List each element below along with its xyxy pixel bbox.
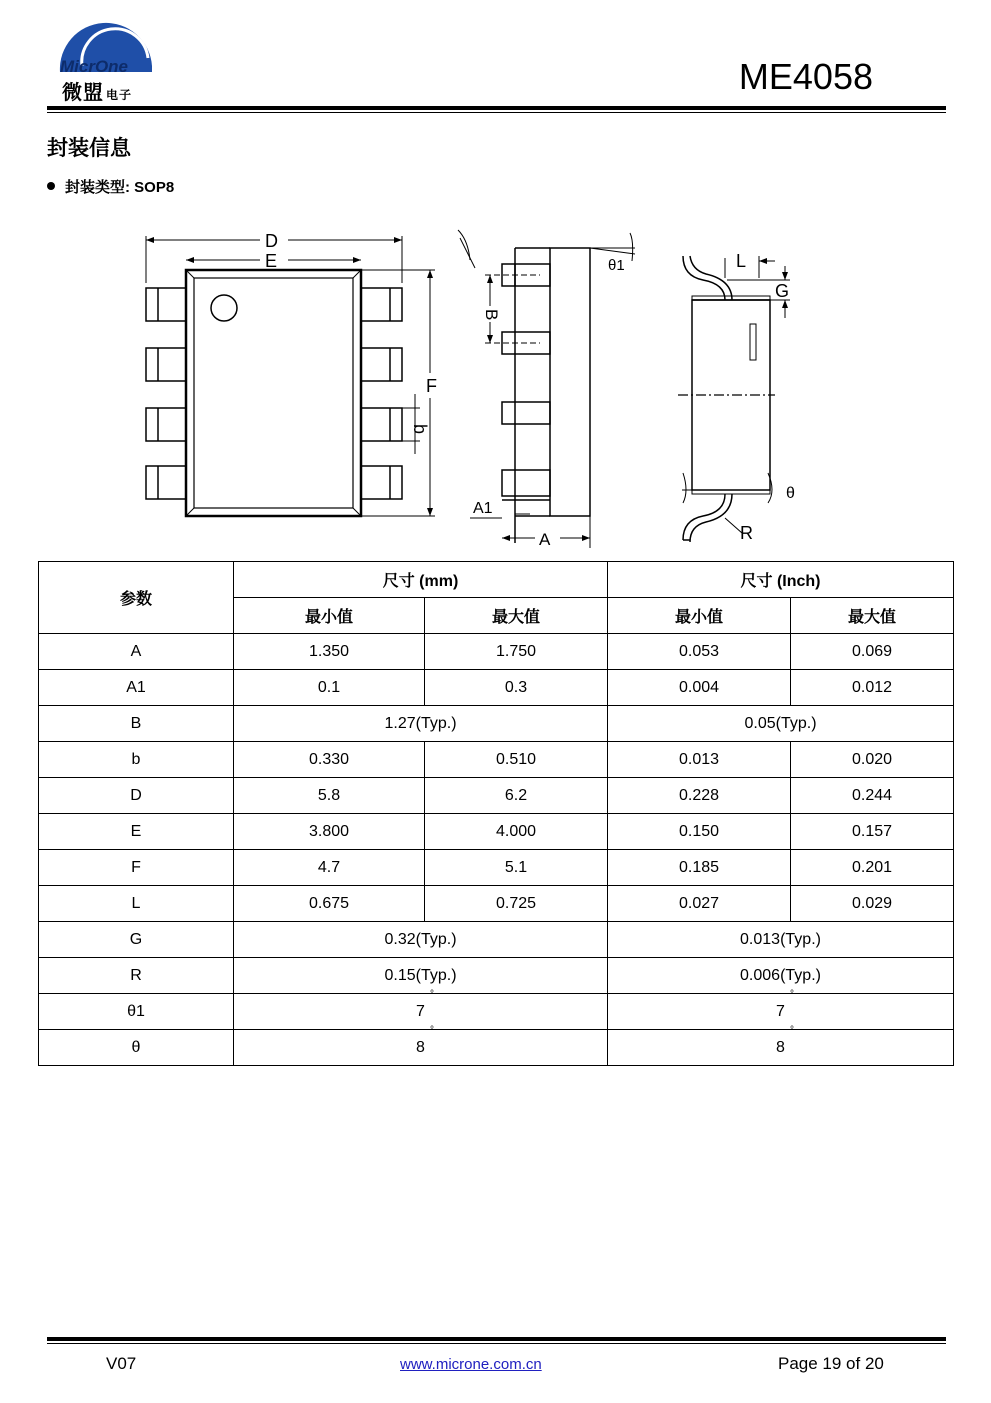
package-drawing <box>130 218 830 553</box>
label-E: E <box>265 251 278 271</box>
label-G: G <box>775 281 790 301</box>
inch-min-cell: 0.027 <box>608 886 791 922</box>
mm-min-cell: 5.8 <box>234 778 425 814</box>
footer-rule <box>47 1337 946 1341</box>
table-row <box>39 958 954 994</box>
mm-min-cell: 1.350 <box>234 634 425 670</box>
label-theta1: θ1 <box>608 257 625 274</box>
mm-max-cell: 0.725 <box>425 886 608 922</box>
bullet-icon <box>47 182 55 190</box>
inch-header: 尺寸 (Inch) <box>608 562 954 598</box>
table-row <box>39 994 954 1030</box>
inch-max-cell: 0.201 <box>791 850 954 886</box>
table-row <box>39 1030 954 1066</box>
inch-min-cell: 0.004 <box>608 670 791 706</box>
mm-max-cell: 5.1 <box>425 850 608 886</box>
table-row <box>39 778 954 814</box>
mm-header: 尺寸 (mm) <box>234 562 608 598</box>
label-A: A <box>539 530 551 549</box>
param-cell: b <box>39 742 234 778</box>
param-cell: G <box>39 922 234 958</box>
document-title: ME4058 <box>738 56 873 97</box>
header-rule <box>47 106 946 110</box>
mm-typ-cell: 1.27(Typ.) <box>234 706 608 742</box>
mm-max-cell: 6.2 <box>425 778 608 814</box>
mm-typ-cell: 7 ° <box>234 994 608 1030</box>
param-cell: D <box>39 778 234 814</box>
inch-max-cell: 0.020 <box>791 742 954 778</box>
inch-min-header: 最小值 <box>608 598 791 634</box>
mm-max-cell: 1.750 <box>425 634 608 670</box>
param-cell: θ <box>39 1030 234 1066</box>
table-row <box>39 814 954 850</box>
mm-min-cell: 3.800 <box>234 814 425 850</box>
label-A1: A1 <box>473 500 493 517</box>
table-row <box>39 850 954 886</box>
label-L: L <box>736 251 747 271</box>
param-cell: A1 <box>39 670 234 706</box>
label-b: b <box>410 424 430 435</box>
inch-max-cell: 0.029 <box>791 886 954 922</box>
inch-min-cell: 0.013 <box>608 742 791 778</box>
inch-max-cell: 0.157 <box>791 814 954 850</box>
inch-min-cell: 0.185 <box>608 850 791 886</box>
table-row <box>39 922 954 958</box>
section-title: 封装信息 <box>47 137 131 160</box>
version-label: V07 <box>106 1354 137 1373</box>
side-view <box>458 230 635 549</box>
header-rule-thin <box>47 112 946 113</box>
mm-typ-cell: 8 ° <box>234 1030 608 1066</box>
mm-min-cell: 0.330 <box>234 742 425 778</box>
param-header: 参数 <box>39 562 234 634</box>
mm-min-cell: 4.7 <box>234 850 425 886</box>
mm-max-cell: 4.000 <box>425 814 608 850</box>
logo-text: MicrOne <box>60 57 129 76</box>
website-link[interactable]: www.microne.com.cn <box>400 1356 542 1373</box>
logo-chinese: 微盟 电子 <box>62 82 133 104</box>
inch-min-cell: 0.150 <box>608 814 791 850</box>
table-row <box>39 742 954 778</box>
param-cell: A <box>39 634 234 670</box>
page-number: Page 19 of 20 <box>778 1354 884 1373</box>
mm-max-header: 最大值 <box>425 598 608 634</box>
inch-max-cell: 0.069 <box>791 634 954 670</box>
label-R: R <box>740 523 753 543</box>
table-header-row <box>39 562 954 598</box>
inch-max-cell: 0.244 <box>791 778 954 814</box>
mm-min-header: 最小值 <box>234 598 425 634</box>
param-cell: R <box>39 958 234 994</box>
inch-max-header: 最大值 <box>791 598 954 634</box>
package-type-item: 封装类型: SOP8 <box>47 176 174 197</box>
param-cell: F <box>39 850 234 886</box>
mm-typ-cell: 0.15(Typ.) <box>234 958 608 994</box>
mm-typ-cell: 0.32(Typ.) <box>234 922 608 958</box>
inch-max-cell: 0.012 <box>791 670 954 706</box>
inch-min-cell: 0.228 <box>608 778 791 814</box>
top-view <box>146 231 437 516</box>
table-row <box>39 706 954 742</box>
mm-max-cell: 0.3 <box>425 670 608 706</box>
inch-typ-cell: 0.006(Typ.) <box>608 958 954 994</box>
param-cell: θ1 <box>39 994 234 1030</box>
label-D: D <box>265 231 278 251</box>
inch-typ-cell: 0.05(Typ.) <box>608 706 954 742</box>
inch-typ-cell: 0.013(Typ.) <box>608 922 954 958</box>
footer-rule-thin <box>47 1343 946 1344</box>
dimension-table <box>38 561 954 1066</box>
param-cell: B <box>39 706 234 742</box>
label-F: F <box>426 376 437 396</box>
inch-typ-cell: 7 ° <box>608 994 954 1030</box>
param-cell: E <box>39 814 234 850</box>
table-row <box>39 634 954 670</box>
inch-min-cell: 0.053 <box>608 634 791 670</box>
mm-min-cell: 0.675 <box>234 886 425 922</box>
table-row <box>39 886 954 922</box>
inch-typ-cell: 8 ° <box>608 1030 954 1066</box>
mm-min-cell: 0.1 <box>234 670 425 706</box>
param-cell: L <box>39 886 234 922</box>
label-B: B <box>482 309 501 321</box>
table-row <box>39 670 954 706</box>
label-theta: θ <box>786 485 795 502</box>
end-view <box>678 251 795 543</box>
mm-max-cell: 0.510 <box>425 742 608 778</box>
